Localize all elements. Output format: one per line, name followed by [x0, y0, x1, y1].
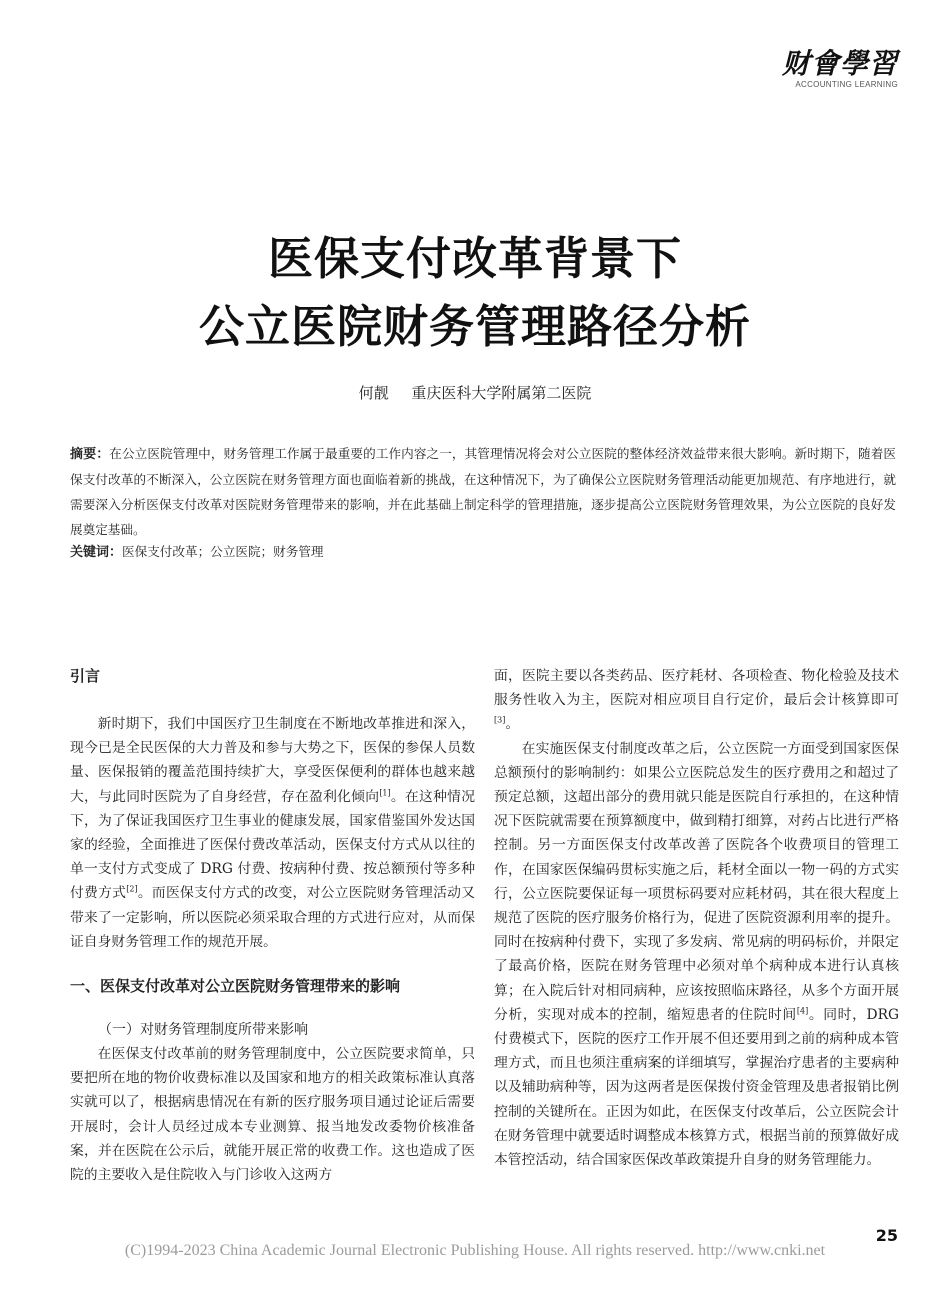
right-paragraph-2 [494, 737, 899, 1173]
article-title-line1: 医保支付改革背景下 [267, 232, 682, 285]
article-title-line2: 公立医院财务管理路径分析 [198, 300, 751, 353]
intro-heading: 引言 [70, 667, 101, 685]
right-text-2b: 。同时，DRG 付费模式下，医院的医疗工作开展不但还要用到之前的病种成本管理方式，而且也须注重病案的详细填写，掌握治疗患者的主要病种以及辅助病种等，因为这两者是医保拨付资金管理及患者报销比例控制的关键所在。正因为如此，在医保支付改革后，公立医院会计在财务管理中就要适时调整成本核算方式，根据当前的预算做好成本管控活动，结合国家医保改革政策提升自身的财务管理能力。 [494, 1006, 899, 1169]
journal-name-en: ACCOUNTING LEARNING [795, 80, 898, 89]
intro-text-a: 新时期下，我们中国医疗卫生制度在不断地改革推进和深入，现今已是全民医保的大力普及和参与大势之下，医保的参保人员数量、医保报销的覆盖范围持续扩大，享受医保便利的群体也越来越大，与此同时医院为了自身经营，存在盈利化倾向 [70, 716, 475, 805]
abstract-text: 在公立医院管理中，财务管理工作属于最重要的工作内容之一，其管理情况将会对公立医院的整体经济效益带来很大影响。新时期下，随着医保支付改革的不断深入，公立医院在财务管理方面也面临着新的挑战，在这种情况下，为了确保公立医院财务管理活动能更加规范、有序地进行，就需要深入分析医保支付改革对医院财务管理带来的影响，并在此基础上制定科学的管理措施，逐步提高公立医院财务管理效果，为公立医院的良好发展奠定基础。 [70, 446, 896, 537]
ref-4: [4] [796, 1006, 809, 1016]
author-line [0, 382, 950, 403]
left-column [70, 664, 475, 1187]
ref-3: [3] [494, 715, 506, 725]
page-number: 25 [875, 1226, 898, 1245]
intro-text-b: 。在这种情况下，为了保证我国医疗卫生事业的健康发展，国家借鉴国外发达国家的经验，全面推进了医保付费改革活动，医保支付方式从以往的单一支付方式变成了 DRG 付费、按病种付费、按总额预付等多种付费方式 [70, 788, 476, 902]
journal-logo [782, 48, 898, 90]
keywords [70, 541, 324, 564]
right-text-1a: 面，医院主要以各类药品、医疗耗材、各项检查、物化检验及技术服务性收入为主，医院对相应项目自行定价，最后会计核算即可 [494, 668, 899, 709]
author-name: 何靓 [358, 384, 389, 402]
abstract [70, 441, 896, 542]
journal-name-cn: 财會學習 [781, 47, 898, 80]
keywords-label: 关键词： [70, 545, 123, 560]
intro-paragraph [70, 712, 475, 954]
subsection-1-paragraph: 在医保支付改革前的财务管理制度中，公立医院要求简单，只要把所在地的物价收费标准以及国家和地方的相关政策标准认真落实就可以了，根据病患情况在有新的医疗服务项目通过论证后需要开展时，会计人员经过成本专业测算、报当地发改委物价核准备案，并在医院在公示后，就能开展正常的收费工作。这也造成了医院的主要收入是住院收入与门诊收入这两方 [70, 1046, 475, 1184]
keywords-text: 医保支付改革；公立医院；财务管理 [122, 544, 324, 559]
right-text-2a: 在实施医保支付制度改革之后，公立医院一方面受到国家医保总额预付的影响制约：如果公立医院总发生的医疗费用之和超过了预定总额，这超出部分的费用就只能是医院自行承担的，在这种情况下医院就需要在预算额度中，做到精打细算，对药占比进行严格控制。另一方面医保支付改革改善了医院各个收费项目的管理工作，在国家医保编码贯标实施之后，耗材全面以一物一码的方式实行，公立医院要保证每一项贯标码要对应耗材码，其在很大程度上规范了医院的医疗服务价格行为，促进了医院资源利用率的提升。同时在按病种付费下，实现了多发病、常见病的明码标价，并限定了最高价格，医院在财务管理中必须对单个病种成本进行认真核算；在入院后针对相同病种，应该按照临床路径，从多个方面开展分析，实现对成本的控制，缩短患者的住院时间 [494, 740, 899, 1023]
intro-text-c: 。而医保支付方式的改变，对公立医院财务管理活动又带来了一定影响，所以医院必须采取合理的方式进行应对，从而保证自身财务管理工作的规范开展。 [70, 885, 476, 950]
abstract-label: 摘要： [70, 447, 110, 462]
ref-1: [1] [379, 788, 391, 798]
subsection-1-heading: （一）对财务管理制度所带来影响 [98, 1022, 308, 1039]
copyright-watermark: (C)1994-2023 China Academic Journal Electronic Publishing House. All rights reserved. http://www.cnki.net [124, 1242, 826, 1259]
ref-2: [2] [126, 884, 138, 894]
right-text-1b: 。 [505, 716, 520, 733]
author-affiliation: 重庆医科大学附属第二医院 [411, 384, 592, 402]
right-column [494, 664, 899, 1172]
right-paragraph-1 [494, 664, 899, 737]
section-1-heading: 一、医保支付改革对公立医院财务管理带来的影响 [70, 977, 401, 996]
